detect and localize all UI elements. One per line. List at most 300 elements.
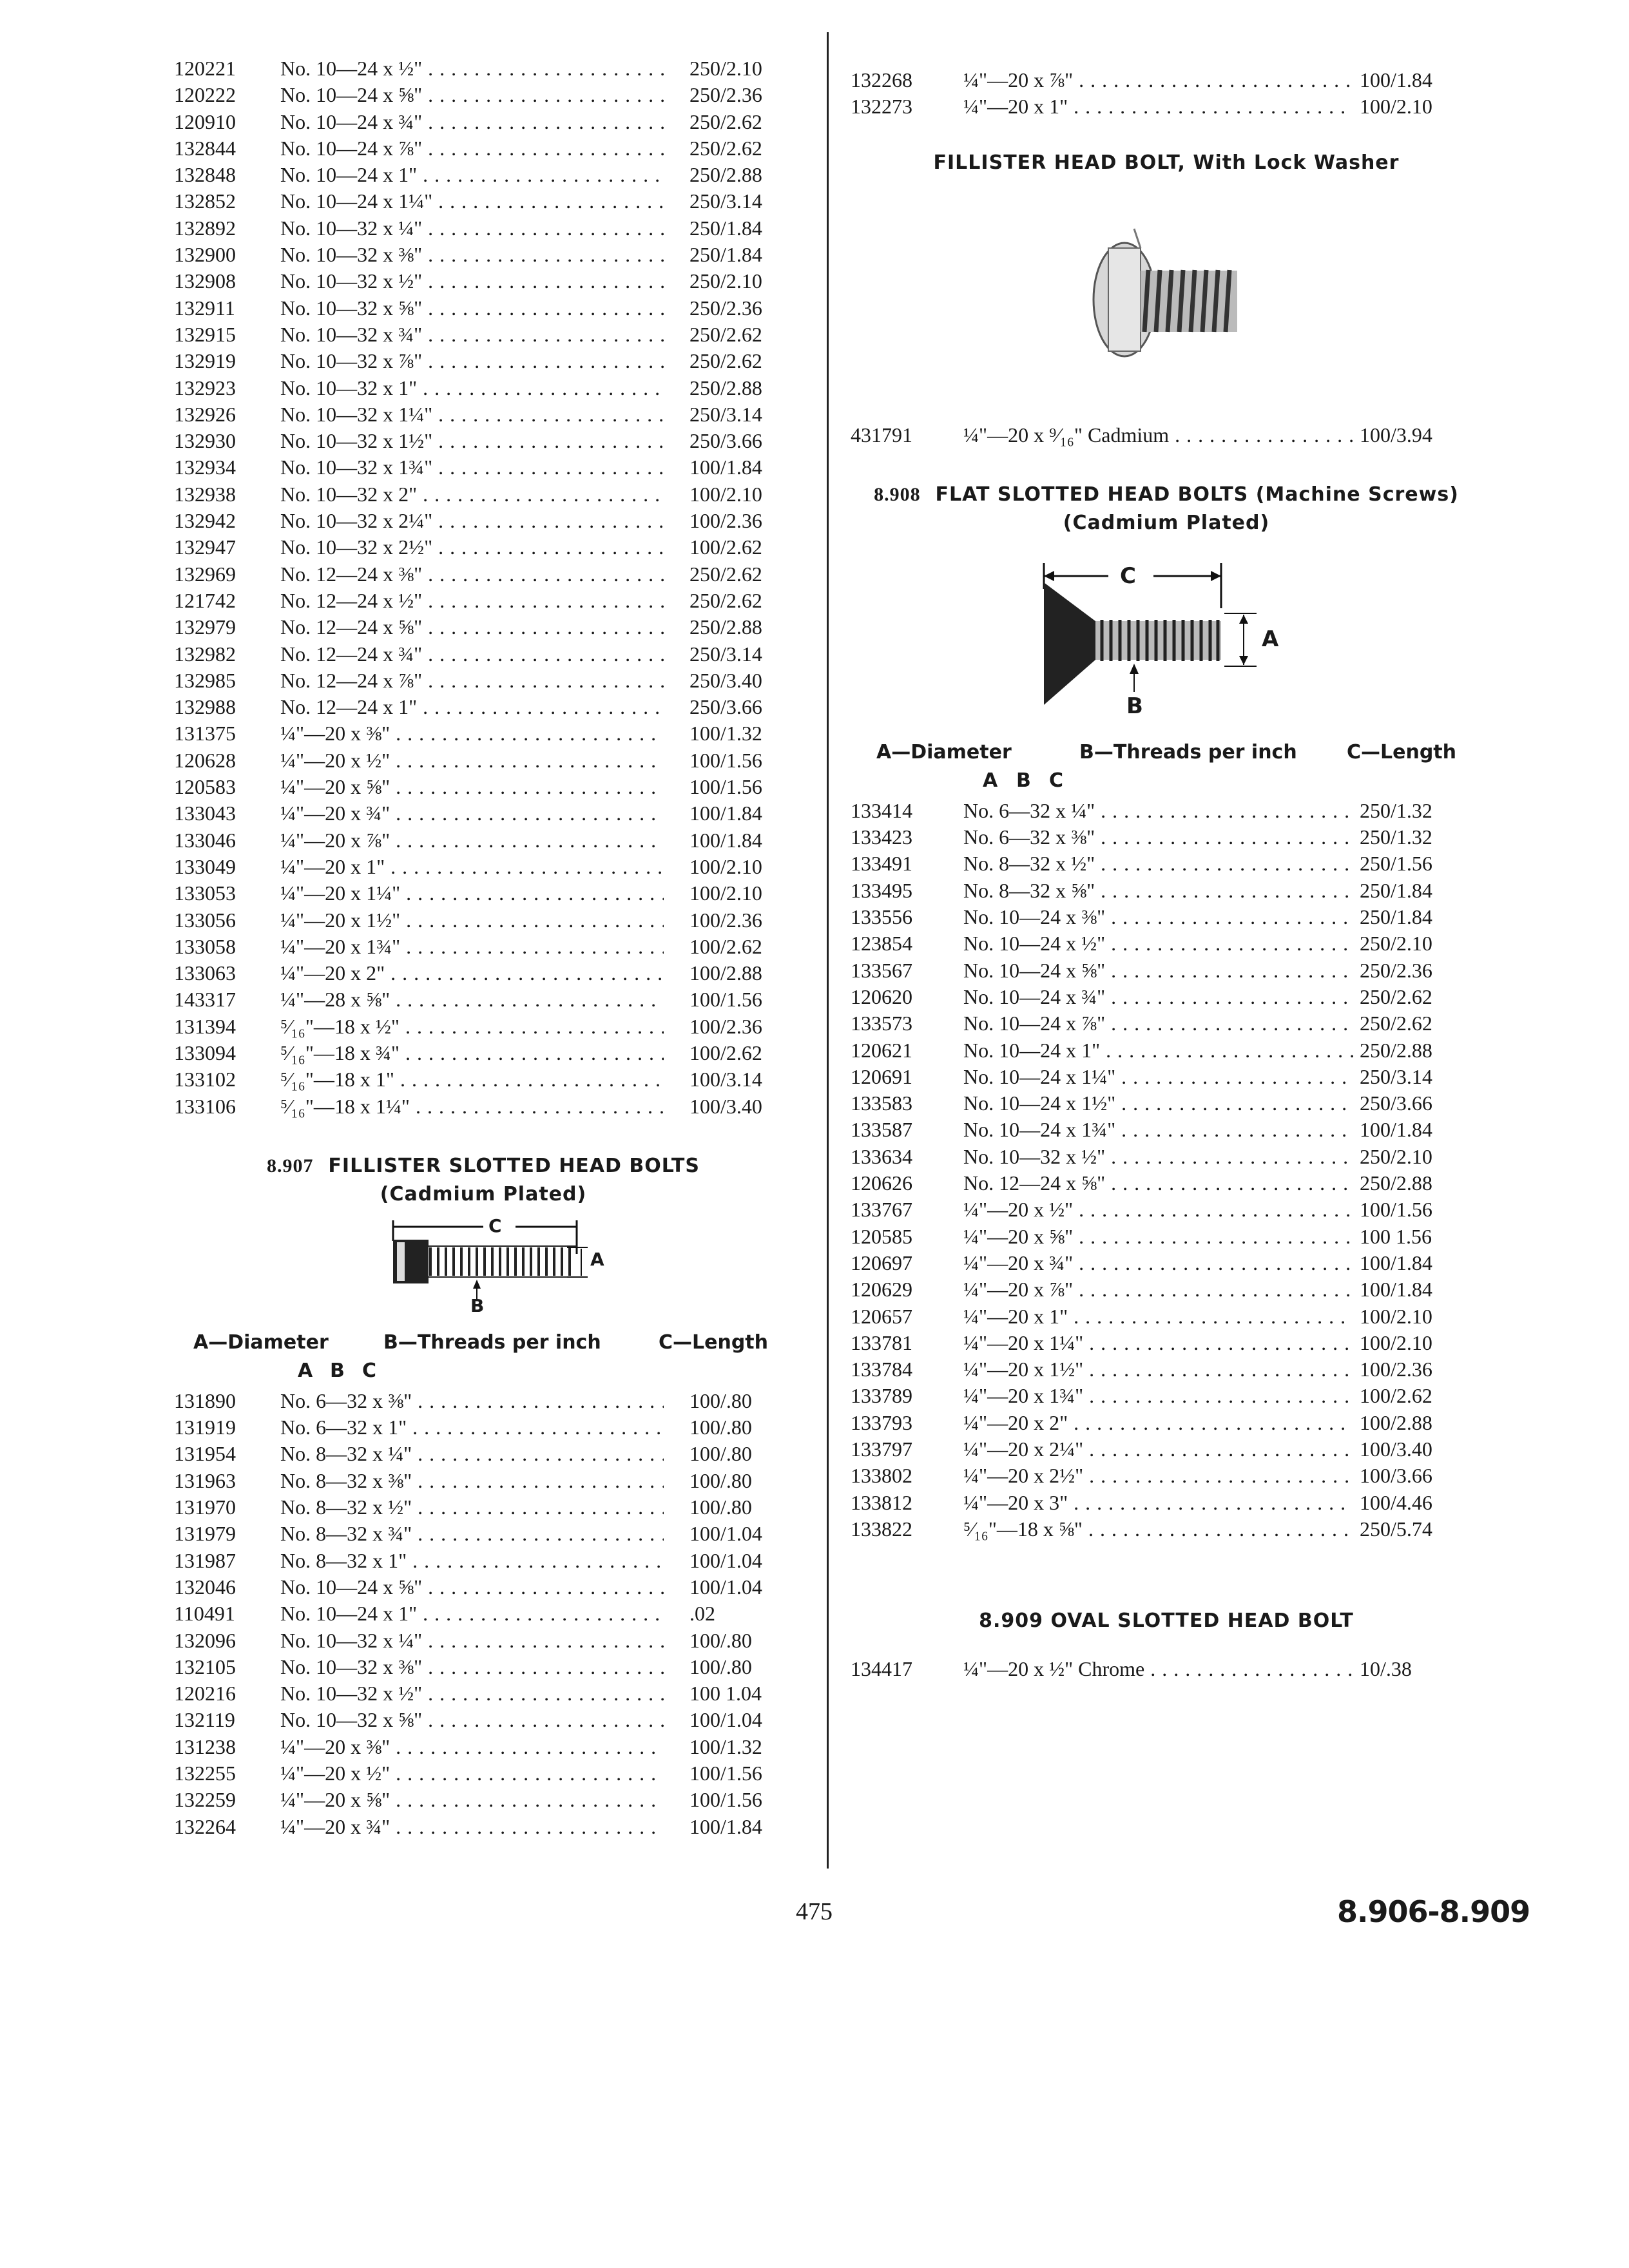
parts-list-top-left [174, 55, 793, 1120]
part-price: 100/.80 [689, 1442, 752, 1466]
part-number: 132911 [174, 296, 235, 320]
part-description: ¼"—20 x ⅞" . . . [963, 1276, 1353, 1303]
abc-a-908: A [983, 769, 998, 792]
part-price: 100/2.36 [689, 908, 762, 932]
list-item [174, 588, 793, 614]
section-range: 8.906-8.909 [1337, 1894, 1530, 1929]
part-price: 100/3.40 [689, 1094, 762, 1118]
part-price: 100/.80 [689, 1468, 752, 1492]
list-item [174, 268, 793, 294]
part-number: 133049 [174, 854, 236, 878]
list-item [174, 508, 793, 534]
part-price: 100/2.10 [689, 482, 762, 506]
section-907-subtitle: (Cadmium Plated) [380, 1182, 587, 1206]
part-price: 100/1.04 [689, 1548, 762, 1572]
list-item [174, 428, 793, 454]
list-item [174, 774, 793, 800]
part-price: 100/1.84 [689, 828, 762, 852]
part-number: 120910 [174, 110, 236, 133]
list-item [851, 850, 1482, 877]
part-price: 250/3.14 [689, 642, 762, 666]
part-number: 120629 [851, 1278, 912, 1302]
part-description: No. 10—24 x ⅝" . . . [280, 1574, 664, 1600]
col-header-c-908: C—Length [1347, 740, 1457, 764]
section-908-column-headers [851, 741, 1482, 769]
part-description: ¼"—20 x 2¼" . . . [963, 1436, 1353, 1463]
fillister-lock-washer-photo [1070, 203, 1263, 396]
part-description: ¼"—20 x 2" . . . [963, 1410, 1353, 1436]
list-item [174, 55, 793, 82]
part-price: 250/3.14 [689, 402, 762, 426]
part-price: 250/2.62 [689, 322, 762, 346]
part-number: 132852 [174, 189, 236, 213]
part-description: No. 12—24 x ½" . . . [280, 588, 664, 614]
part-price: 250/2.62 [689, 588, 762, 612]
part-price: 100/1.04 [689, 1708, 762, 1732]
list-item [851, 1516, 1482, 1542]
part-description: No. 12—24 x ⅝" . . . [280, 614, 664, 640]
part-number: 131375 [174, 722, 236, 745]
list-item [851, 1010, 1482, 1037]
part-number: 133046 [174, 828, 236, 852]
part-number: 132908 [174, 269, 236, 293]
list-item [174, 534, 793, 561]
part-price: 250/3.40 [689, 668, 762, 692]
part-description: No. 6—32 x ⅜" . . . [280, 1388, 664, 1414]
list-item [851, 1303, 1482, 1330]
part-price: 100/1.84 [689, 802, 762, 825]
part-price: 250/1.84 [689, 216, 762, 240]
fillister-fig-label-a: A [590, 1248, 604, 1270]
list-item [174, 1548, 793, 1574]
part-number: 132046 [174, 1575, 236, 1599]
part-number: 133767 [851, 1198, 912, 1222]
part-description: ¼"—20 x ⅞" . . . [963, 67, 1353, 93]
part-number: 120628 [174, 748, 236, 772]
part-price: 100/4.46 [1360, 1490, 1432, 1514]
list-item [174, 242, 793, 268]
list-item [174, 1093, 793, 1120]
part-price: 100/1.84 [689, 456, 762, 479]
part-price: 250/2.36 [689, 296, 762, 320]
list-item [174, 1680, 793, 1707]
part-price: 100/.80 [689, 1389, 752, 1412]
left-column [174, 55, 793, 1840]
part-number: 120585 [851, 1224, 912, 1248]
list-item [174, 1468, 793, 1494]
part-number: 133106 [174, 1094, 236, 1118]
part-number: 132848 [174, 163, 236, 187]
part-description: ¼"—20 x ⅞" . . . [280, 827, 664, 854]
list-item [851, 1250, 1482, 1276]
part-price: 250/2.62 [689, 562, 762, 586]
section-908-heading [851, 481, 1482, 509]
parts-list-908 [851, 798, 1482, 1542]
list-item [851, 422, 1482, 448]
part-price: 100 1.56 [1360, 1224, 1432, 1248]
list-item [851, 1144, 1482, 1170]
part-number: 132900 [174, 243, 236, 267]
part-description: ¼"—20 x ⁹⁄₁₆" Cadmium . . . [963, 422, 1353, 448]
part-description: ¼"—20 x 1½" . . . [280, 907, 664, 934]
part-number: 132947 [174, 535, 236, 559]
part-number: 120620 [851, 985, 912, 1008]
list-item [851, 1117, 1482, 1143]
flat-bolt-diagram [1018, 550, 1315, 718]
part-number: 132923 [174, 376, 236, 399]
part-description: ¼"—20 x 1" . . . [280, 854, 664, 880]
part-description: No. 10—32 x 1½" . . . [280, 428, 664, 454]
col-header-a-908: A—Diameter [876, 740, 1012, 764]
part-description: No. 10—24 x 1¾" . . . [963, 1117, 1353, 1143]
part-price: 100/1.84 [1360, 1251, 1432, 1274]
part-number: 133781 [851, 1331, 912, 1354]
list-item [174, 1734, 793, 1760]
part-number: 120691 [851, 1064, 912, 1088]
list-item [851, 957, 1482, 984]
part-number: 120221 [174, 57, 236, 80]
part-number: 143317 [174, 988, 236, 1012]
part-description: ¼"—20 x 1¼" . . . [280, 880, 664, 907]
part-description: No. 10—24 x 1¼" . . . [963, 1064, 1353, 1090]
list-item [174, 907, 793, 934]
list-item [174, 1414, 793, 1441]
part-number: 133812 [851, 1490, 912, 1514]
part-price: 100/2.10 [1360, 95, 1432, 119]
part-number: 131394 [174, 1014, 236, 1038]
part-price: 250/2.62 [689, 110, 762, 133]
part-price: 100/3.14 [689, 1068, 762, 1091]
list-item [851, 93, 1482, 120]
part-description: No. 10—24 x ½" . . . [963, 930, 1353, 957]
part-description: ¼"—20 x ½" . . . [280, 747, 664, 774]
part-price: 100/2.88 [1360, 1410, 1432, 1434]
part-price: 250/2.36 [689, 83, 762, 107]
abc-b-908: B [1016, 769, 1031, 792]
part-number: 134417 [851, 1657, 912, 1681]
part-description: No. 10—24 x ⅝" . . . [963, 957, 1353, 984]
part-price: 100/1.56 [689, 1762, 762, 1785]
part-price: 100/2.62 [689, 535, 762, 559]
list-item [174, 135, 793, 162]
section-908-number: 8.908 [874, 483, 921, 505]
part-number: 133822 [851, 1517, 912, 1541]
part-description: No. 10—24 x ⅜" . . . [963, 904, 1353, 930]
part-number: 131987 [174, 1548, 236, 1572]
part-description: No. 10—32 x 1¼" . . . [280, 401, 664, 428]
part-description: ¼"—20 x 2½" . . . [963, 1463, 1353, 1489]
list-item [174, 986, 793, 1013]
part-number: 133789 [851, 1384, 912, 1408]
part-description: No. 10—24 x ⅞" . . . [280, 135, 664, 162]
part-price: 100/2.62 [1360, 1384, 1432, 1408]
part-number: 132930 [174, 429, 236, 453]
part-price: 250/2.88 [1360, 1171, 1432, 1195]
part-price: 100/1.84 [1360, 1118, 1432, 1142]
list-item [851, 1356, 1482, 1383]
part-description: No. 10—32 x 1¾" . . . [280, 454, 664, 481]
list-item [174, 1574, 793, 1600]
part-number: 132985 [174, 668, 236, 692]
part-description: ¼"—20 x ⅝" . . . [963, 1224, 1353, 1250]
fillister-bolt-diagram [354, 1209, 612, 1318]
parts-list-top-right [851, 67, 1482, 120]
list-item [174, 854, 793, 880]
part-description: ⁵⁄₁₆"—18 x 1¼" . . . [280, 1093, 664, 1120]
part-price: 250/2.62 [689, 136, 762, 160]
list-item [851, 904, 1482, 930]
part-description: ⁵⁄₁₆"—18 x ⅝" . . . [963, 1516, 1353, 1542]
section-907-column-headers [174, 1331, 793, 1360]
col-header-c: C—Length [659, 1331, 769, 1354]
part-number: 133567 [851, 958, 912, 982]
part-price: 100/2.88 [689, 961, 762, 985]
list-item [174, 641, 793, 668]
part-number: 133491 [851, 852, 912, 876]
list-item [174, 720, 793, 747]
part-description: No. 8—32 x ½" . . . [963, 850, 1353, 877]
part-description: No. 10—24 x ⅝" . . . [280, 82, 664, 108]
right-column [851, 67, 1482, 1683]
part-description: No. 10—32 x ½" . . . [280, 268, 664, 294]
part-description: ¼"—20 x ⅜" . . . [280, 1734, 664, 1760]
list-item [174, 827, 793, 854]
list-item [851, 824, 1482, 850]
part-number: 133495 [851, 878, 912, 902]
part-number: 132979 [174, 615, 236, 639]
part-number: 133587 [851, 1118, 912, 1142]
part-price: 100/2.10 [689, 881, 762, 905]
fillister-fig-label-c: C [488, 1215, 502, 1236]
part-number: 120583 [174, 775, 236, 799]
part-description: ¼"—20 x 2" . . . [280, 960, 664, 986]
part-price: 250/1.32 [1360, 798, 1432, 822]
part-number: 132119 [174, 1708, 235, 1732]
part-number: 132938 [174, 482, 236, 506]
part-number: 132259 [174, 1788, 236, 1812]
list-item [174, 1707, 793, 1733]
part-number: 133784 [851, 1358, 912, 1381]
part-number: 120216 [174, 1682, 236, 1706]
part-number: 131238 [174, 1735, 236, 1758]
part-number: 132096 [174, 1628, 236, 1652]
list-item [851, 1410, 1482, 1436]
lock-washer-bolt-image [1070, 203, 1263, 396]
part-number: 120626 [851, 1171, 912, 1195]
list-item [851, 1463, 1482, 1489]
list-item [174, 348, 793, 374]
list-item [174, 1388, 793, 1414]
part-description: No. 8—32 x 1" . . . [280, 1548, 664, 1574]
part-price: 250/2.88 [689, 615, 762, 639]
part-price: 100/2.36 [689, 509, 762, 533]
list-item [851, 984, 1482, 1010]
part-number: 133043 [174, 802, 236, 825]
part-price: 250/1.84 [689, 243, 762, 267]
part-number: 132105 [174, 1655, 236, 1678]
part-number: 133094 [174, 1041, 236, 1064]
part-number: 133063 [174, 961, 236, 985]
part-description: No. 8—32 x ½" . . . [280, 1494, 664, 1521]
part-price: 100/1.84 [1360, 68, 1432, 91]
part-price: 250/2.88 [1360, 1038, 1432, 1062]
list-item [851, 1170, 1482, 1196]
part-price: 250/1.84 [1360, 905, 1432, 929]
abc-c-908: C [1049, 769, 1064, 792]
part-number: 132988 [174, 695, 236, 719]
list-item [174, 800, 793, 827]
part-description: ¼"—20 x 1½" . . . [963, 1356, 1353, 1383]
part-price: 100/1.56 [1360, 1198, 1432, 1222]
part-description: No. 12—24 x ¾" . . . [280, 641, 664, 668]
list-item [851, 1037, 1482, 1064]
part-number: 133797 [851, 1437, 912, 1461]
list-item [174, 162, 793, 188]
part-number: 133053 [174, 881, 236, 905]
part-description: No. 8—32 x ¼" . . . [280, 1441, 664, 1467]
list-item [174, 1600, 793, 1627]
part-description: ¼"—20 x ½" . . . [963, 1196, 1353, 1223]
part-price: 100/1.56 [689, 748, 762, 772]
part-description: ¼"—20 x ½" . . . [280, 1760, 664, 1787]
part-description: No. 10—32 x ½" . . . [280, 1680, 664, 1707]
part-price: 100/2.36 [689, 1014, 762, 1038]
part-number: 132273 [851, 95, 912, 119]
list-item [174, 1040, 793, 1066]
col-header-a: A—Diameter [193, 1331, 329, 1354]
part-number: 131954 [174, 1442, 236, 1466]
part-number: 131890 [174, 1389, 236, 1412]
parts-list-lock-washer [851, 422, 1482, 448]
part-description: ¼"—20 x ¾" . . . [280, 800, 664, 827]
list-item [851, 1490, 1482, 1516]
part-description: No. 10—24 x 1" . . . [280, 162, 664, 188]
part-description: ¼"—28 x ⅝" . . . [280, 986, 664, 1013]
flat-fig-label-a: A [1262, 626, 1279, 652]
part-description: No. 10—32 x ¼" . . . [280, 1628, 664, 1654]
list-item [851, 1090, 1482, 1117]
part-price: 100/3.66 [1360, 1464, 1432, 1488]
part-price: 250/2.10 [1360, 1144, 1432, 1168]
part-price: 100/.80 [689, 1416, 752, 1439]
part-number: 132919 [174, 349, 236, 373]
part-price: 100/1.04 [689, 1522, 762, 1546]
part-description: ¼"—20 x ⅜" . . . [280, 720, 664, 747]
list-item [174, 481, 793, 508]
part-description: No. 10—32 x ⅝" . . . [280, 1707, 664, 1733]
part-number: 431791 [851, 423, 912, 447]
part-price: 10/.38 [1360, 1657, 1412, 1681]
list-item [174, 1814, 793, 1840]
part-price: 250/1.84 [1360, 878, 1432, 902]
part-number: 131963 [174, 1468, 236, 1492]
list-item [174, 1494, 793, 1521]
list-item [174, 295, 793, 322]
list-item [174, 614, 793, 640]
part-number: 132934 [174, 456, 236, 479]
fillister-fig-label-b: B [470, 1294, 485, 1316]
list-item [851, 1656, 1482, 1682]
part-description: No. 6—32 x ⅜" . . . [963, 824, 1353, 850]
list-item [174, 1760, 793, 1787]
part-description: ¼"—20 x ⅝" . . . [280, 774, 664, 800]
part-price: 100/1.56 [689, 988, 762, 1012]
part-description: No. 10—32 x ⅜" . . . [280, 1654, 664, 1680]
part-number: 131970 [174, 1495, 236, 1519]
flat-fig-label-b: B [1126, 693, 1143, 719]
part-price: 250/5.74 [1360, 1517, 1432, 1541]
abc-c: C [362, 1359, 377, 1382]
part-number: 120621 [851, 1038, 912, 1062]
part-description: ¼"—20 x 1¾" . . . [280, 934, 664, 960]
part-number: 133102 [174, 1068, 236, 1091]
part-description: No. 10—32 x 1" . . . [280, 375, 664, 401]
part-description: No. 10—24 x 1½" . . . [963, 1090, 1353, 1117]
list-item [174, 1787, 793, 1813]
part-number: 132255 [174, 1762, 236, 1785]
part-price: 100/2.62 [689, 934, 762, 958]
list-item [851, 1330, 1482, 1356]
part-description: ¼"—20 x 1¾" . . . [963, 1383, 1353, 1409]
part-number: 132969 [174, 562, 236, 586]
part-description: No. 12—24 x ⅝" . . . [963, 1170, 1353, 1196]
list-item [174, 1654, 793, 1680]
part-price: 100/1.56 [689, 775, 762, 799]
part-description: No. 6—32 x 1" . . . [280, 1414, 664, 1441]
part-price: 250/1.56 [1360, 852, 1432, 876]
list-item [174, 454, 793, 481]
part-description: ¼"—20 x 1" . . . [963, 93, 1353, 120]
part-price: 250/2.88 [689, 163, 762, 187]
list-item [174, 747, 793, 774]
list-item [174, 1441, 793, 1467]
part-description: ¼"—20 x ½" Chrome . . . [963, 1656, 1353, 1682]
page-number: 475 [796, 1898, 833, 1925]
flat-fig-label-c: C [1120, 562, 1136, 589]
parts-list-909 [851, 1656, 1482, 1682]
list-item [174, 1014, 793, 1040]
part-price: 100/1.84 [689, 1814, 762, 1838]
part-price: 100/.80 [689, 1655, 752, 1678]
part-price: 100/1.04 [689, 1575, 762, 1599]
part-number: 133583 [851, 1091, 912, 1115]
part-price: 250/2.62 [1360, 1012, 1432, 1035]
list-item [174, 668, 793, 694]
col-header-b-908: B—Threads per inch [1079, 740, 1297, 764]
part-description: No. 10—32 x 2¼" . . . [280, 508, 664, 534]
list-item [851, 1276, 1482, 1303]
section-907-number: 8.907 [267, 1155, 314, 1177]
part-number: 133414 [851, 798, 912, 822]
list-item [174, 880, 793, 907]
part-number: 110491 [174, 1602, 235, 1626]
list-item [174, 694, 793, 720]
part-price: 100/1.32 [689, 1735, 762, 1758]
fillister-lock-heading: FILLISTER HEAD BOLT, With Lock Washer [933, 151, 1400, 174]
part-price: 100 1.04 [689, 1682, 762, 1706]
part-price: 100/2.36 [1360, 1358, 1432, 1381]
part-number: 132844 [174, 136, 236, 160]
part-description: No. 10—32 x 2½" . . . [280, 534, 664, 561]
part-price: 100/2.10 [1360, 1331, 1432, 1354]
part-description: ¼"—20 x ⅝" . . . [280, 1787, 664, 1813]
list-item [174, 1628, 793, 1654]
list-item [851, 67, 1482, 93]
part-description: ⁵⁄₁₆"—18 x ¾" . . . [280, 1040, 664, 1066]
part-price: 100/3.94 [1360, 423, 1432, 447]
part-price: .02 [689, 1602, 715, 1626]
list-item [174, 561, 793, 588]
